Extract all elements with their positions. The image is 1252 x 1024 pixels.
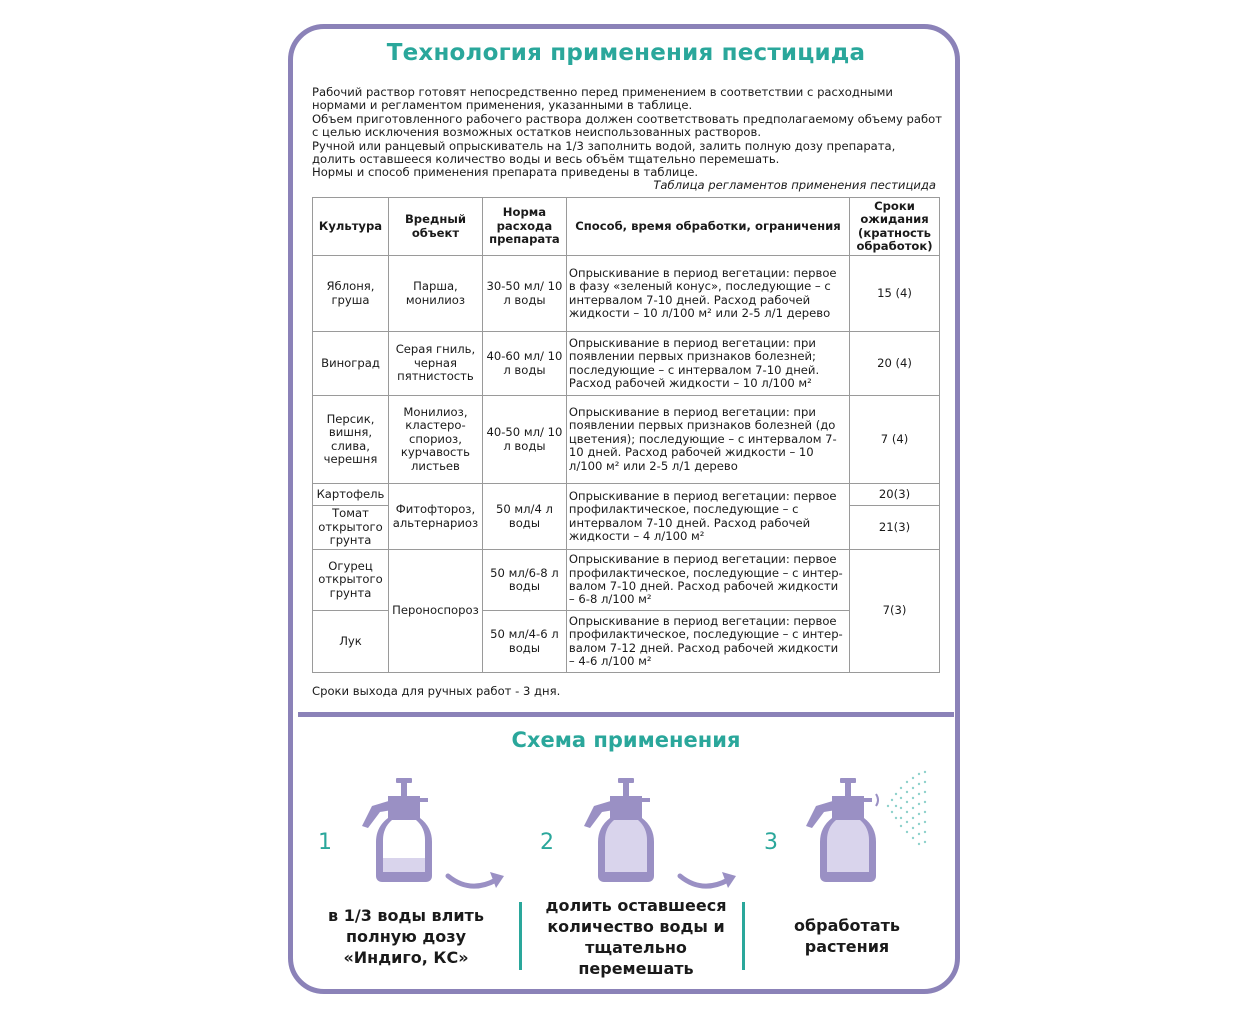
cell-wait: 21(3): [850, 506, 940, 550]
spray-mist-icon: [882, 768, 932, 852]
col-header-rate: Норма расхода препарата: [482, 198, 566, 256]
work-exit-note: Сроки выхода для ручных работ - 3 дня.: [312, 684, 561, 698]
table-header-row: [313, 198, 940, 256]
cell-wait: 20(3): [850, 484, 940, 506]
cell-culture: Виноград: [313, 332, 389, 396]
cell-method: Опрыскивание в период вегетации: первое профилактическое, последующие – с интер- валом 7-12 дней. Расход рабочей жидкости – 4-6 л/100 м²: [566, 611, 849, 673]
cell-pest: Серая гниль, черная пятнистость: [388, 332, 482, 396]
cell-method: Опрыскивание в период вегетации: первое профилактическое, последующие – с интервалом 7-10 дней. Расход рабочей жидкости – 4 л/100 м²: [566, 484, 849, 550]
cell-culture: Яблоня, груша: [313, 256, 389, 332]
arrow-right-icon: [444, 866, 510, 896]
cell-culture: Картофель: [313, 484, 389, 506]
step-3-text: обработать растения: [793, 916, 901, 956]
col-header-wait: Сроки ожидания (кратность обработок): [850, 198, 940, 256]
step-number: 2: [540, 830, 554, 855]
cell-rate: 30-50 мл/ 10 л воды: [482, 256, 566, 332]
cell-method: Опрыскивание в период вегетации: первое в фазу «зеленый конус», последующие – с интервалом 7-10 дней. Расход рабочей жидкости – 10 л/100 м² или 2-5 л/1 дерево: [566, 256, 849, 332]
cell-wait: 7 (4): [850, 396, 940, 484]
table-caption: Таблица регламентов применения пестицида: [653, 178, 936, 192]
sprayer-bottle-icon: [802, 776, 886, 884]
cell-method: Опрыскивание в период вегетации: при появлении первых признаков болезней (до цветения); последующие – с интервалом 7-10 дней. Расход рабочей жидкости – 10 л/100 м² или 2-5 л/1 дерево: [566, 396, 849, 484]
intro-paragraph: Объем приготовленного рабочего раствора должен соответствовать предполагаемому объему работ с целью исключения возможных остатков неиспользованных растворов.: [312, 111, 942, 140]
cell-rate: 40-60 мл/ 10 л воды: [482, 332, 566, 396]
cell-method: Опрыскивание в период вегетации: первое профилактическое, последующие – с интер- валом 7-10 дней. Расход рабочей жидкости – 6-8 л/100 м²: [566, 550, 849, 611]
cell-pest: Фитофтороз, альтернариоз: [388, 484, 482, 550]
col-header-method: Способ, время обработки, ограничения: [566, 198, 849, 256]
cell-rate: 50 мл/4 л воды: [482, 484, 566, 550]
table-row: [313, 550, 940, 611]
cell-culture: Персик, вишня, слива, черешня: [313, 396, 389, 484]
step-separator: [519, 902, 522, 970]
step-separator: [742, 902, 745, 970]
cell-culture: Огурец открытого грунта: [313, 550, 389, 611]
cell-culture: Лук: [313, 611, 389, 673]
table-row: [313, 484, 940, 506]
cell-method: Опрыскивание в период вегетации: при появлении первых признаков болезней; последующие – с интервалом 7-10 дней. Расход рабочей жидкости – 10 л/100 м²: [566, 332, 849, 396]
page-title: Технология применения пестицида: [386, 40, 866, 66]
cell-pest: Парша, монилиоз: [388, 256, 482, 332]
section-divider: [298, 712, 954, 717]
table-row: [313, 396, 940, 484]
cell-culture: Томат открытого грунта: [313, 506, 389, 550]
step-2-text: долить оставшееся количество воды и тщательно перемешать: [545, 896, 727, 978]
col-header-culture: Культура: [313, 198, 389, 256]
sprayer-bottle-icon: [358, 776, 442, 884]
scheme-title: Схема применения: [511, 728, 741, 752]
cell-wait: 15 (4): [850, 256, 940, 332]
cell-wait: 20 (4): [850, 332, 940, 396]
intro-paragraph: Нормы и способ применения препарата приведены в таблице.: [312, 165, 699, 180]
arrow-right-icon: [676, 866, 742, 896]
intro-paragraph: Рабочий раствор готовят непосредственно перед применением в соответствии с расходными нормами и регламентом применения, указанными в таблице.: [312, 85, 893, 113]
cell-rate: 40-50 мл/ 10 л воды: [482, 396, 566, 484]
table-row: [313, 332, 940, 396]
cell-wait: 7(3): [850, 550, 940, 673]
intro-paragraph: Ручной или ранцевый опрыскиватель на 1/3 заполнить водой, залить полную дозу препарата, долить оставшееся количество воды и весь объём тщательно перемешать.: [312, 138, 896, 167]
cell-rate: 50 мл/4-6 л воды: [482, 611, 566, 673]
regulation-table: [312, 197, 940, 673]
cell-pest: Пероноспороз: [388, 550, 482, 673]
col-header-pest: Вредный объект: [388, 198, 482, 256]
intro-text: [312, 86, 942, 180]
sprayer-bottle-icon: [580, 776, 664, 884]
cell-rate: 50 мл/6-8 л воды: [482, 550, 566, 611]
table-row: [313, 256, 940, 332]
step-1-text: в 1/3 воды влить полную дозу «Индиго, КС»: [328, 906, 484, 967]
step-number: 1: [318, 830, 332, 855]
cell-pest: Монилиоз, кластеро- спориоз, курчавость листьев: [388, 396, 482, 484]
step-number: 3: [764, 830, 778, 855]
